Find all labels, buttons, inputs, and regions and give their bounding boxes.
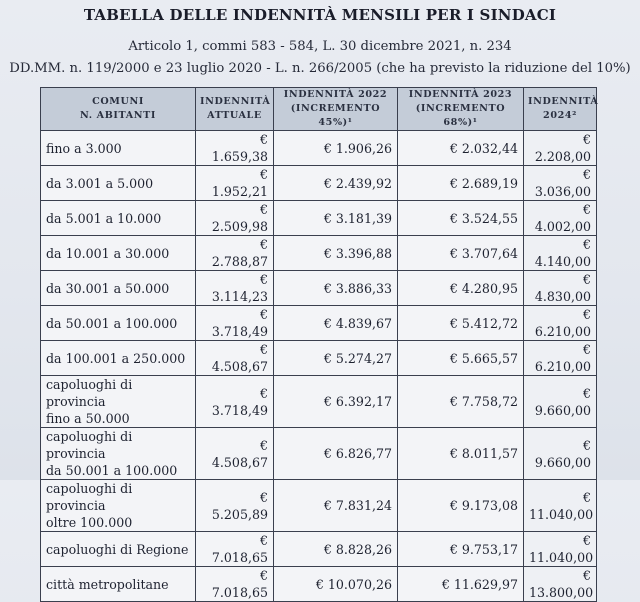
row-2024-cell: € 6.210,00 [524,341,597,376]
row-2024-cell: € 11.040,00 [524,480,597,532]
row-comuni-cell [41,376,196,428]
table-row [41,532,597,567]
row-2022-cell: € 6.826,77 [274,428,398,480]
table-row [41,567,597,602]
row-comuni-cell: da 30.001 a 50.000 [41,271,196,306]
row-comuni-cell: da 50.001 a 100.000 [41,306,196,341]
header-2024-line1: INDENNITÀ [528,96,599,107]
row-attuale-cell: € 2.509,98 [196,201,274,236]
row-comuni-line1: capoluoghi di provincia [46,377,133,409]
row-2022-cell: € 2.439,92 [274,166,398,201]
subtitle-law-reference: Articolo 1, commi 583 - 584, L. 30 dicembre 2021, n. 234 [128,39,512,54]
header-comuni-line1: COMUNI [92,96,144,107]
table-row [41,236,597,271]
table-row [41,480,597,532]
table-row [41,201,597,236]
row-attuale-cell: € 4.508,67 [196,341,274,376]
table-row [41,341,597,376]
table-row [41,306,597,341]
row-comuni-cell: da 100.001 a 250.000 [41,341,196,376]
row-2022-cell: € 8.828,26 [274,532,398,567]
row-2024-cell: € 6.210,00 [524,306,597,341]
row-2024-cell: € 13.800,00 [524,567,597,602]
row-2022-cell: € 5.274,27 [274,341,398,376]
row-2023-cell: € 8.011,57 [398,428,524,480]
row-comuni-cell [41,480,196,532]
row-comuni-line2: fino a 50.000 [46,411,130,426]
table-row [41,131,597,166]
row-comuni-cell: fino a 3.000 [41,131,196,166]
header-2024 [524,88,597,131]
row-attuale-cell: € 1.952,21 [196,166,274,201]
row-2023-cell: € 5.412,72 [398,306,524,341]
row-2022-cell: € 7.831,24 [274,480,398,532]
row-2023-cell: € 2.689,19 [398,166,524,201]
row-comuni-cell: capoluoghi di Regione [41,532,196,567]
header-attuale-line2: ATTUALE [207,110,262,121]
row-2024-cell: € 11.040,00 [524,532,597,567]
row-attuale-cell: € 5.205,89 [196,480,274,532]
header-comuni-line2: N. ABITANTI [80,110,156,121]
row-comuni-cell: città metropolitane [41,567,196,602]
row-attuale-cell: € 3.114,23 [196,271,274,306]
row-2022-cell: € 3.181,39 [274,201,398,236]
row-2023-cell: € 4.280,95 [398,271,524,306]
row-2022-cell: € 3.396,88 [274,236,398,271]
header-attuale-line1: INDENNITÀ [200,96,271,107]
row-attuale-cell: € 2.788,87 [196,236,274,271]
row-2023-cell: € 3.524,55 [398,201,524,236]
document-title: TABELLA DELLE INDENNITÀ MENSILI PER I SINDACI [83,6,557,24]
row-2023-cell: € 2.032,44 [398,131,524,166]
row-2022-cell: € 6.392,17 [274,376,398,428]
row-2024-cell: € 3.036,00 [524,166,597,201]
row-2023-cell: € 3.707,64 [398,236,524,271]
table-row [41,271,597,306]
header-2022-line1: INDENNITÀ 2022 [283,89,388,100]
row-2024-cell: € 9.660,00 [524,428,597,480]
table-row [41,376,597,428]
row-comuni-cell: da 10.001 a 30.000 [41,236,196,271]
row-2023-cell: € 9.753,17 [398,532,524,567]
row-attuale-cell: € 4.508,67 [196,428,274,480]
header-2023-line2: (INCREMENTO 68%)¹ [415,103,506,128]
header-2023 [398,88,524,131]
row-comuni-line1: capoluoghi di provincia [46,429,133,461]
row-comuni-line1: capoluoghi di provincia [46,481,133,513]
header-attuale [196,88,274,131]
row-2024-cell: € 9.660,00 [524,376,597,428]
table-header-row [41,88,597,131]
row-2023-cell: € 9.173,08 [398,480,524,532]
indemnity-table [40,87,597,602]
row-2023-cell: € 5.665,57 [398,341,524,376]
row-attuale-cell: € 7.018,65 [196,567,274,602]
row-2022-cell: € 1.906,26 [274,131,398,166]
row-comuni-cell [41,428,196,480]
header-2024-line2: 2024² [543,110,577,121]
header-2022-line2: (INCREMENTO 45%)¹ [290,103,381,128]
header-2022 [274,88,398,131]
row-2024-cell: € 4.002,00 [524,201,597,236]
row-attuale-cell: € 1.659,38 [196,131,274,166]
row-2023-cell: € 7.758,72 [398,376,524,428]
row-2024-cell: € 4.140,00 [524,236,597,271]
row-2022-cell: € 4.839,67 [274,306,398,341]
row-attuale-cell: € 3.718,49 [196,376,274,428]
row-2022-cell: € 3.886,33 [274,271,398,306]
row-2022-cell: € 10.070,26 [274,567,398,602]
header-2023-line1: INDENNITÀ 2023 [408,89,513,100]
subtitle-decree-reference: DD.MM. n. 119/2000 e 23 luglio 2020 - L. n. 266/2005 (che ha previsto la riduzione del 10%) [9,61,631,76]
table-row [41,166,597,201]
row-comuni-cell: da 3.001 a 5.000 [41,166,196,201]
row-attuale-cell: € 3.718,49 [196,306,274,341]
row-attuale-cell: € 7.018,65 [196,532,274,567]
table-row [41,428,597,480]
row-2024-cell: € 4.830,00 [524,271,597,306]
row-comuni-cell: da 5.001 a 10.000 [41,201,196,236]
row-2024-cell: € 2.208,00 [524,131,597,166]
row-2023-cell: € 11.629,97 [398,567,524,602]
row-comuni-line2: da 50.001 a 100.000 [46,463,178,478]
row-comuni-line2: oltre 100.000 [46,515,133,530]
header-comuni [41,88,196,131]
